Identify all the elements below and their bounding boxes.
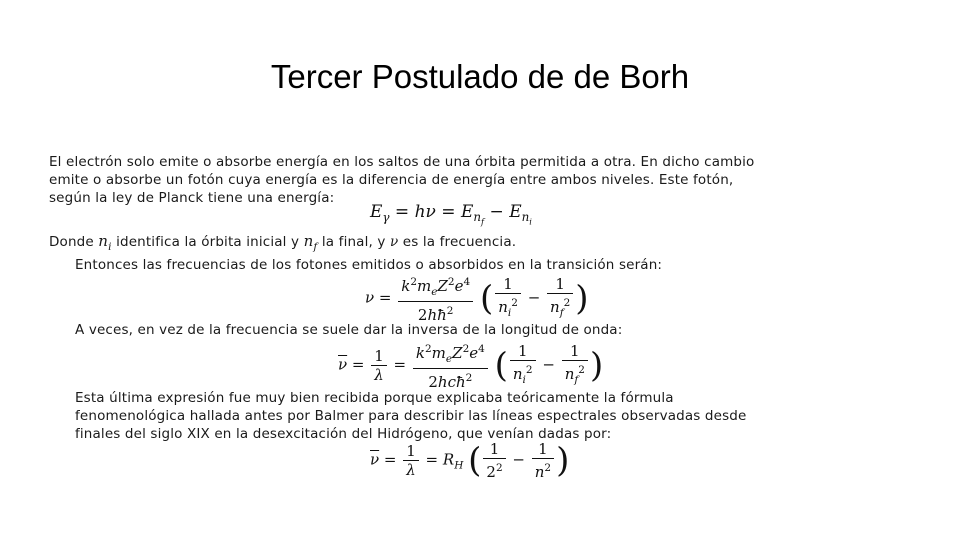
text-fragment: identifica la órbita inicial y: [116, 234, 300, 250]
n-f-symbol: $n_f$: [303, 232, 318, 253]
frequency-equation: ν = $\frac{k^2m_eZ^2e^4}{2hħ^2}$ ( $\frac{1}{n_i^2}$ − $\frac{1}{n_f^2}$ ): [365, 275, 589, 324]
text-fragment: es la frecuencia.: [402, 234, 517, 250]
n-i-symbol: $n_i$: [98, 232, 112, 253]
photon-energy-equation: $E_\gamma = h\nu = E_{n_f} - E_{n_i}$: [370, 202, 532, 227]
wavenumber-equation: $\overline{\nu}$ = $\frac{1}{\lambda}$ = $\frac{k^2m_eZ^2e^4}{2hcħ^2}$ ( $\frac{1}{n_i^2}$ − $\frac{1}{n_f^2}$ ): [338, 342, 604, 391]
frequency-intro-paragraph: [75, 256, 855, 274]
paragraph-line: fenomenológica hallada antes por Balmer para describir las líneas espectrales observadas desde: [75, 408, 747, 424]
wavelength-intro-paragraph: [75, 321, 855, 339]
orbit-definition-line: [49, 232, 849, 256]
paragraph-line: Entonces las frecuencias de los fotones emitidos o absorbidos en la transición serán:: [75, 257, 663, 273]
balmer-paragraph: [75, 389, 855, 443]
paragraph-line: emite o absorbe un fotón cuya energía es la diferencia de energía entre ambos niveles. Este fotón,: [49, 172, 734, 188]
text-fragment: Donde: [49, 234, 94, 250]
text-fragment: la final, y: [321, 234, 386, 250]
paragraph-line: finales del siglo XIX en la desexcitación del Hidrógeno, que venían dadas por:: [75, 426, 612, 442]
slide-title: Tercer Postulado de de Borh: [270, 58, 690, 95]
paragraph-line: Esta última expresión fue muy bien recibida porque explicaba teóricamente la fórmula: [75, 390, 674, 406]
paragraph-line: según la ley de Planck tiene una energía:: [49, 190, 335, 206]
intro-paragraph: [49, 153, 849, 207]
paragraph-line: A veces, en vez de la frecuencia se suele dar la inversa de la longitud de onda:: [75, 322, 623, 338]
balmer-equation: $\overline{\nu}$ = $\frac{1}{\lambda}$ = $R_H$ ( $\frac{1}{2^2}$ − $\frac{1}{n^2}$ ): [370, 440, 570, 481]
paragraph-line: El electrón solo emite o absorbe energía en los saltos de una órbita permitida a otra. En dicho cambio: [49, 154, 755, 170]
nu-symbol: ν: [389, 234, 399, 250]
